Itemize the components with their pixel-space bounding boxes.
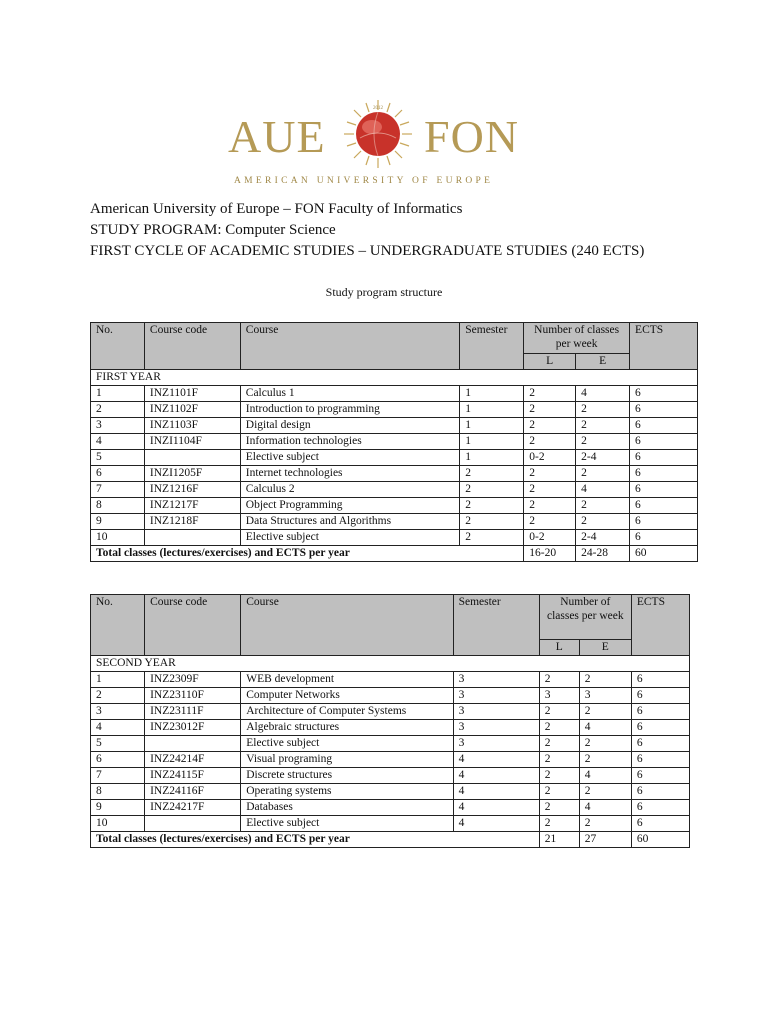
row-exercises: 2 bbox=[576, 466, 630, 482]
row-course-name: Databases bbox=[241, 800, 453, 816]
row-ects: 6 bbox=[631, 752, 689, 768]
row-exercises: 2 bbox=[576, 418, 630, 434]
row-lectures: 2 bbox=[539, 672, 579, 688]
row-lectures: 2 bbox=[524, 482, 576, 498]
table-row bbox=[91, 704, 690, 720]
row-course-code: INZ24116F bbox=[145, 784, 241, 800]
col-semester: Semester bbox=[453, 595, 539, 656]
row-ects: 6 bbox=[631, 704, 689, 720]
table-row bbox=[91, 498, 698, 514]
row-course-code: INZ1102F bbox=[144, 402, 240, 418]
row-lectures: 0-2 bbox=[524, 530, 576, 546]
table-row bbox=[91, 530, 698, 546]
row-course-code: INZ1217F bbox=[144, 498, 240, 514]
row-lectures: 2 bbox=[524, 498, 576, 514]
row-course-name: Elective subject bbox=[240, 530, 460, 546]
row-ects: 6 bbox=[631, 800, 689, 816]
row-course-name: Algebraic structures bbox=[241, 720, 453, 736]
row-no: 3 bbox=[91, 418, 145, 434]
logo-tagline: AMERICAN UNIVERSITY OF EUROPE bbox=[234, 176, 494, 186]
row-semester: 2 bbox=[460, 530, 524, 546]
row-course-name: Internet technologies bbox=[240, 466, 460, 482]
col-no: No. bbox=[91, 323, 145, 370]
row-lectures: 2 bbox=[539, 784, 579, 800]
row-exercises: 4 bbox=[576, 386, 630, 402]
row-semester: 1 bbox=[460, 386, 524, 402]
row-semester: 4 bbox=[453, 816, 539, 832]
row-semester: 2 bbox=[460, 466, 524, 482]
row-course-code bbox=[145, 816, 241, 832]
row-semester: 1 bbox=[460, 434, 524, 450]
row-semester: 3 bbox=[453, 704, 539, 720]
row-exercises: 2 bbox=[576, 402, 630, 418]
row-course-code: INZ2309F bbox=[145, 672, 241, 688]
row-lectures: 2 bbox=[524, 418, 576, 434]
row-semester: 1 bbox=[460, 402, 524, 418]
study-program: STUDY PROGRAM: Computer Science bbox=[90, 222, 336, 238]
row-no: 9 bbox=[91, 514, 145, 530]
row-no: 5 bbox=[91, 450, 145, 466]
row-no: 8 bbox=[91, 498, 145, 514]
col-code: Course code bbox=[145, 595, 241, 656]
row-no: 7 bbox=[91, 768, 145, 784]
row-course-code: INZI1205F bbox=[144, 466, 240, 482]
row-no: 4 bbox=[91, 434, 145, 450]
row-lectures: 2 bbox=[524, 386, 576, 402]
row-semester: 4 bbox=[453, 752, 539, 768]
row-course-code: INZ23110F bbox=[145, 688, 241, 704]
row-exercises: 2 bbox=[579, 752, 631, 768]
row-course-name: Architecture of Computer Systems bbox=[241, 704, 453, 720]
table-row bbox=[91, 450, 698, 466]
total-lectures: 16-20 bbox=[524, 546, 576, 562]
col-classes: Number of classes per week bbox=[524, 323, 630, 354]
row-no: 1 bbox=[91, 672, 145, 688]
table-row bbox=[91, 768, 690, 784]
logo-left-word: AUE bbox=[228, 111, 326, 162]
row-course-code: INZ24115F bbox=[145, 768, 241, 784]
row-semester: 3 bbox=[453, 736, 539, 752]
row-exercises: 2 bbox=[576, 434, 630, 450]
col-course: Course bbox=[241, 595, 453, 656]
row-no: 10 bbox=[91, 530, 145, 546]
row-exercises: 4 bbox=[579, 720, 631, 736]
row-exercises: 2 bbox=[579, 784, 631, 800]
row-course-name: Information technologies bbox=[240, 434, 460, 450]
subtitle: Study program structure bbox=[325, 285, 443, 299]
row-course-code: INZ1216F bbox=[144, 482, 240, 498]
table-row bbox=[91, 514, 698, 530]
studies-cycle: FIRST CYCLE OF ACADEMIC STUDIES – UNDERGRADUATE STUDIES (240 ECTS) bbox=[90, 243, 645, 259]
row-ects: 6 bbox=[630, 498, 698, 514]
row-course-code: INZ24214F bbox=[145, 752, 241, 768]
total-ects: 60 bbox=[631, 832, 689, 848]
logo-right-word: FON bbox=[424, 111, 520, 162]
col-ects: ECTS bbox=[631, 595, 689, 656]
row-exercises: 2 bbox=[579, 736, 631, 752]
row-course-name: Elective subject bbox=[240, 450, 460, 466]
row-course-name: Computer Networks bbox=[241, 688, 453, 704]
row-ects: 6 bbox=[631, 736, 689, 752]
row-exercises: 2 bbox=[576, 498, 630, 514]
table-row bbox=[91, 418, 698, 434]
row-exercises: 3 bbox=[579, 688, 631, 704]
col-classes: Number of classes per week bbox=[539, 595, 631, 640]
row-ects: 6 bbox=[631, 768, 689, 784]
row-no: 2 bbox=[91, 688, 145, 704]
table-row bbox=[91, 402, 698, 418]
row-no: 6 bbox=[91, 752, 145, 768]
row-course-name: Calculus 2 bbox=[240, 482, 460, 498]
row-exercises: 4 bbox=[576, 482, 630, 498]
col-no: No. bbox=[91, 595, 145, 656]
row-course-name: Calculus 1 bbox=[240, 386, 460, 402]
row-course-code: INZ1218F bbox=[144, 514, 240, 530]
row-semester: 4 bbox=[453, 800, 539, 816]
row-course-name: Elective subject bbox=[241, 816, 453, 832]
row-course-code: INZ24217F bbox=[145, 800, 241, 816]
row-course-name: Data Structures and Algorithms bbox=[240, 514, 460, 530]
row-course-name: Digital design bbox=[240, 418, 460, 434]
row-exercises: 2-4 bbox=[576, 530, 630, 546]
row-ects: 6 bbox=[630, 386, 698, 402]
row-course-name: Elective subject bbox=[241, 736, 453, 752]
col-ects: ECTS bbox=[630, 323, 698, 370]
row-no: 5 bbox=[91, 736, 145, 752]
row-semester: 3 bbox=[453, 672, 539, 688]
table-row bbox=[91, 784, 690, 800]
col-l: L bbox=[539, 640, 579, 656]
col-code: Course code bbox=[144, 323, 240, 370]
row-semester: 4 bbox=[453, 768, 539, 784]
table-row bbox=[91, 386, 698, 402]
row-course-code: INZ1103F bbox=[144, 418, 240, 434]
col-e: E bbox=[579, 640, 631, 656]
row-course-code bbox=[144, 450, 240, 466]
total-row bbox=[91, 832, 690, 848]
total-row bbox=[91, 546, 698, 562]
row-course-name: Introduction to programming bbox=[240, 402, 460, 418]
row-no: 8 bbox=[91, 784, 145, 800]
row-semester: 2 bbox=[460, 514, 524, 530]
row-lectures: 2 bbox=[539, 816, 579, 832]
row-exercises: 4 bbox=[579, 800, 631, 816]
row-course-name: Operating systems bbox=[241, 784, 453, 800]
university-logo bbox=[228, 98, 540, 190]
table-row bbox=[91, 434, 698, 450]
row-course-name: Object Programming bbox=[240, 498, 460, 514]
table-row bbox=[91, 736, 690, 752]
row-course-name: WEB development bbox=[241, 672, 453, 688]
row-ects: 6 bbox=[631, 816, 689, 832]
row-no: 1 bbox=[91, 386, 145, 402]
row-exercises: 2 bbox=[579, 704, 631, 720]
total-label: Total classes (lectures/exercises) and ECTS per year bbox=[91, 546, 524, 562]
col-e: E bbox=[576, 354, 630, 370]
row-exercises: 2-4 bbox=[576, 450, 630, 466]
row-ects: 6 bbox=[630, 402, 698, 418]
total-exercises: 24-28 bbox=[576, 546, 630, 562]
row-lectures: 2 bbox=[539, 768, 579, 784]
row-semester: 1 bbox=[460, 418, 524, 434]
total-label: Total classes (lectures/exercises) and ECTS per year bbox=[91, 832, 540, 848]
table-row bbox=[91, 720, 690, 736]
table-row bbox=[91, 672, 690, 688]
row-ects: 6 bbox=[630, 418, 698, 434]
row-exercises: 4 bbox=[579, 768, 631, 784]
row-semester: 1 bbox=[460, 450, 524, 466]
row-ects: 6 bbox=[630, 530, 698, 546]
row-semester: 4 bbox=[453, 784, 539, 800]
row-no: 9 bbox=[91, 800, 145, 816]
col-course: Course bbox=[240, 323, 460, 370]
row-lectures: 2 bbox=[524, 514, 576, 530]
row-ects: 6 bbox=[631, 672, 689, 688]
row-course-code: INZ23012F bbox=[145, 720, 241, 736]
row-ects: 6 bbox=[631, 720, 689, 736]
row-semester: 2 bbox=[460, 498, 524, 514]
row-no: 2 bbox=[91, 402, 145, 418]
row-exercises: 2 bbox=[579, 672, 631, 688]
row-lectures: 2 bbox=[539, 800, 579, 816]
row-ects: 6 bbox=[631, 784, 689, 800]
table-row bbox=[91, 482, 698, 498]
row-exercises: 2 bbox=[579, 816, 631, 832]
second-year-table bbox=[90, 594, 690, 848]
row-ects: 6 bbox=[630, 450, 698, 466]
row-course-code bbox=[145, 736, 241, 752]
row-ects: 6 bbox=[630, 466, 698, 482]
col-l: L bbox=[524, 354, 576, 370]
row-course-code bbox=[144, 530, 240, 546]
faculty-title: American University of Europe – FON Faculty of Informatics bbox=[90, 201, 463, 217]
row-exercises: 2 bbox=[576, 514, 630, 530]
table-row bbox=[91, 816, 690, 832]
year-label: SECOND YEAR bbox=[91, 656, 690, 672]
row-lectures: 2 bbox=[524, 466, 576, 482]
row-course-name: Discrete structures bbox=[241, 768, 453, 784]
row-lectures: 2 bbox=[524, 402, 576, 418]
row-no: 10 bbox=[91, 816, 145, 832]
globe-year: 2012 bbox=[373, 106, 383, 111]
row-ects: 6 bbox=[630, 434, 698, 450]
row-no: 6 bbox=[91, 466, 145, 482]
row-semester: 3 bbox=[453, 720, 539, 736]
globe-emblem-icon bbox=[342, 98, 414, 170]
first-year-table bbox=[90, 322, 698, 562]
row-course-code: INZI1104F bbox=[144, 434, 240, 450]
table-row bbox=[91, 688, 690, 704]
row-no: 7 bbox=[91, 482, 145, 498]
total-lectures: 21 bbox=[539, 832, 579, 848]
row-course-code: INZ1101F bbox=[144, 386, 240, 402]
row-course-name: Visual programing bbox=[241, 752, 453, 768]
table-row bbox=[91, 466, 698, 482]
row-no: 4 bbox=[91, 720, 145, 736]
total-ects: 60 bbox=[630, 546, 698, 562]
col-semester: Semester bbox=[460, 323, 524, 370]
row-semester: 2 bbox=[460, 482, 524, 498]
table-row bbox=[91, 800, 690, 816]
row-lectures: 0-2 bbox=[524, 450, 576, 466]
row-no: 3 bbox=[91, 704, 145, 720]
row-ects: 6 bbox=[630, 514, 698, 530]
row-ects: 6 bbox=[630, 482, 698, 498]
row-lectures: 2 bbox=[539, 736, 579, 752]
row-lectures: 2 bbox=[539, 752, 579, 768]
row-course-code: INZ23111F bbox=[145, 704, 241, 720]
row-lectures: 2 bbox=[539, 704, 579, 720]
row-lectures: 2 bbox=[524, 434, 576, 450]
table-row bbox=[91, 752, 690, 768]
year-label: FIRST YEAR bbox=[91, 370, 698, 386]
row-semester: 3 bbox=[453, 688, 539, 704]
row-lectures: 2 bbox=[539, 720, 579, 736]
row-ects: 6 bbox=[631, 688, 689, 704]
total-exercises: 27 bbox=[579, 832, 631, 848]
row-lectures: 3 bbox=[539, 688, 579, 704]
